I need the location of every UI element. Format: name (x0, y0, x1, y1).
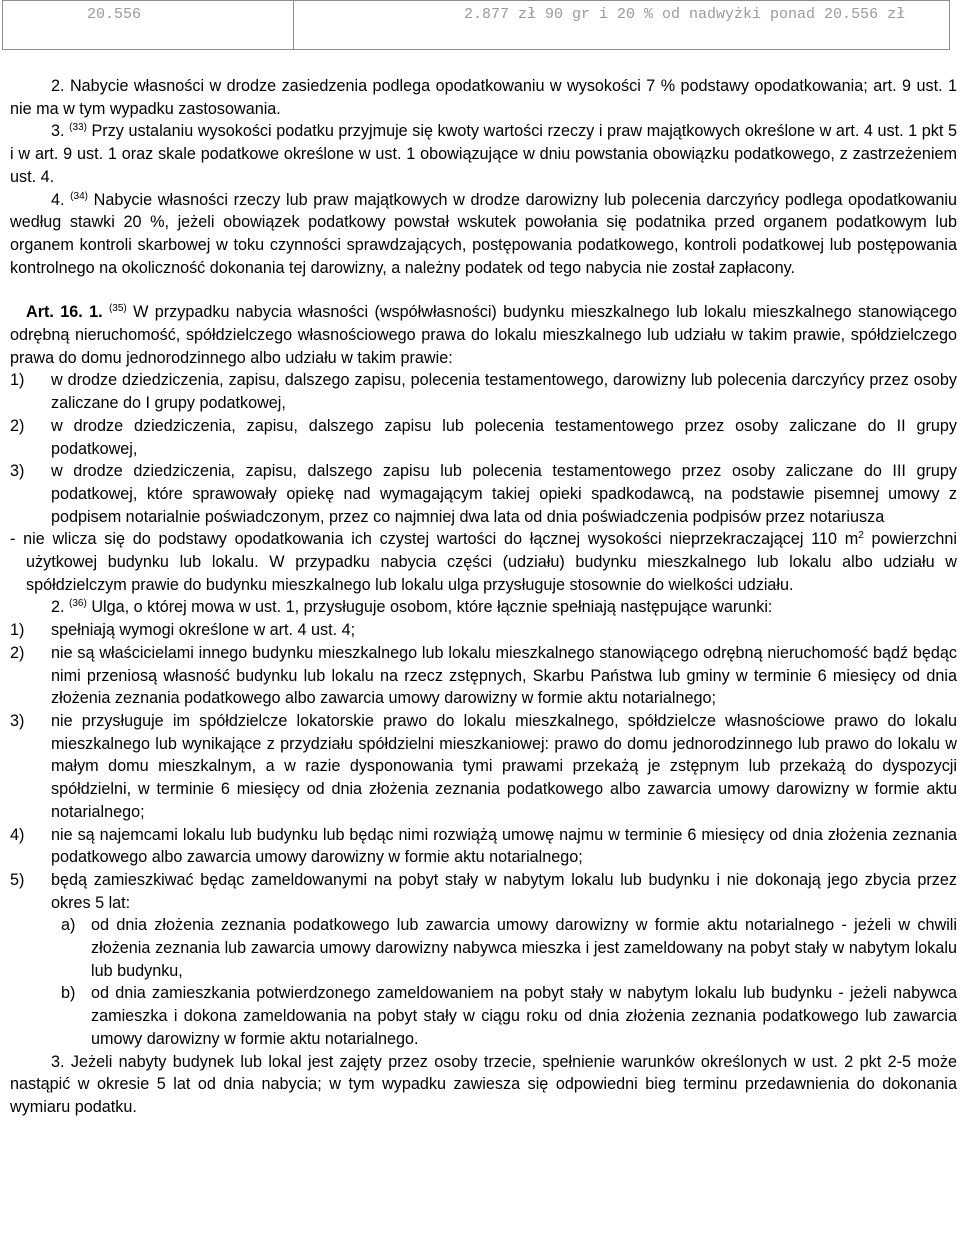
footnote-ref: (34) (70, 190, 88, 202)
paragraph-number: 2. (51, 77, 65, 95)
list-item (10, 710, 957, 824)
list-item-number: 1) (10, 621, 25, 640)
paragraph-text: Jeżeli nabyty budynek lub lokal jest zajęty przez osoby trzecie, spełnienie warunków określonych w ust. 2 pkt 2-5 może nastąpić w okresie 5 lat od dnia nabycia; w tym wypadku zawiesza się odpowiedni bieg terminu przedawnienia do dokonania wymiaru podatku. (10, 1052, 957, 1116)
sub-list-item (10, 982, 957, 1050)
paragraph-number: 3. (51, 122, 65, 141)
list-item-number: 2) (10, 643, 25, 662)
list-item-text: nie są właścicielami innego budynku mieszkalnego lub lokalu mieszkalnego stanowiącego odrębną nieruchomość bądź będąc nimi przeniosą własność budynku lub lokalu na rzecz zstępnych, Skarbu Państwa lub gminy w terminie 6 miesięcy od dnia złożenia zeznania podatkowego albo zawarcia umowy darowizny w formie aktu notarialnego; (51, 643, 957, 708)
list-item-number: 3) (10, 462, 25, 481)
paragraph-text: Nabycie własności rzeczy lub praw majątkowych w drodze darowizny lub polecenia darczyńcy podlega opodatkowaniu według stawki 20 %, jeżeli obowiązek podatkowy powstał wskutek powołania się podatnika przed organem podatkowym lub organem kontroli skarbowej w toku czynności sprawdzających, postępowania podatkowego, kontroli podatkowej lub postępowania kontrolnego na okoliczność dokonania tej darowizny, a należny podatek od tego nabycia nie został zapłacony. (10, 190, 958, 277)
paragraph-ust-2-conditions (10, 596, 957, 619)
list-item-text: będą zamieszkiwać będąc zameldowanymi na pobyt stały w nabytym lokalu lub budynku i nie dokonają jego zbycia przez okres 5 lat: (51, 870, 957, 912)
footnote-ref: (36) (69, 598, 87, 610)
list-item-text: nie są najemcami lokalu lub budynku lub będąc nimi rozwiążą umowę najmu w terminie 6 miesięcy od dnia złożenia zeznania podatkowego albo zawarcia umowy darowizny w formie aktu notarialnego; (51, 825, 957, 867)
list-item (10, 460, 957, 528)
sub-list-item-letter: b) (61, 984, 76, 1003)
list-item-number: 4) (10, 825, 25, 844)
paragraph-ust-4 (10, 189, 957, 280)
table-cell-tax: 2.877 zł 90 gr i 20 % od nadwyżki ponad 20.556 zł (294, 1, 950, 50)
sub-list-item-text: od dnia zamieszkania potwierdzonego zameldowaniem na pobyt stały w nabytym lokalu lub budynku - jeżeli nabywca zamieszka i dokona zameldowania na pobyt stały w ciągu roku od dnia złożenia zeznania podatkowego lub zawarcia umowy darowizny w formie aktu notarialnego. (91, 984, 957, 1048)
paragraph-text: Przy ustalaniu wysokości podatku przyjmuje się kwoty wartości rzeczy i praw majątkowych określone w art. 4 ust. 1 pkt 5 i w art. 9 ust. 1 oraz skale podatkowe określone w ust. 1 obowiązujące w dniu powstania obowiązku podatkowego, z zastrzeżeniem ust. 4. (10, 122, 957, 186)
paragraph-text: Ulga, o której mowa w ust. 1, przysługuje osobom, które łącznie spełniają następujące warunki: (91, 598, 773, 617)
list-item-text: w drodze dziedziczenia, zapisu, dalszego zapisu, polecenia testamentowego, darowizny lub polecenia darczyńcy przez osoby zaliczane do I grupy podatkowej, (51, 371, 957, 413)
list-item (10, 415, 957, 460)
sub-list-item-letter: a) (61, 916, 76, 935)
article-16-intro (10, 301, 957, 369)
footnote-ref: (33) (69, 122, 87, 134)
footnote-ref: (35) (108, 303, 127, 315)
list-item (10, 824, 957, 869)
paragraph-ust-3-occupied (10, 1051, 957, 1119)
document-body (10, 75, 957, 1119)
list-item-number: 1) (10, 371, 25, 390)
article-label: Art. 16. 1. (26, 303, 103, 322)
sub-list-item-text: od dnia złożenia zeznania podatkowego lub zawarcia umowy darowizny w formie aktu notarialnego - jeżeli w chwili złożenia zeznania lub zawarcia umowy darowizny nabywca mieszka i jest zameldowany na pobyt stały w nabytym lokalu lub budynku, (91, 916, 957, 980)
paragraph-number: 2. (51, 598, 65, 617)
list-item-text: spełniają wymogi określone w art. 4 ust. 4; (51, 621, 356, 640)
tax-scale-table-fragment (0, 0, 960, 50)
list-item (10, 619, 957, 642)
list-item (10, 869, 957, 914)
closing-text-cont: powierzchni użytkowej budynku lub lokalu. W przypadku nabycia części (udziału) budynku mieszkalnego lub lokalu albo udziału w spółdzielczym prawie do budynku mieszkalnego lub lokalu ulga przysługuje stosownie do wielkości udziału. (26, 530, 957, 594)
paragraph-number: 3. (51, 1052, 65, 1071)
list-item-number: 5) (10, 870, 25, 889)
paragraph-ust-2 (10, 75, 957, 120)
closing-text: - nie wlicza się do podstawy opodatkowania ich czystej wartości do łącznej wysokości nieprzekraczającej 110 m (10, 530, 859, 549)
paragraph-ust-3 (10, 120, 957, 188)
sub-list-item (10, 914, 957, 982)
article-text: W przypadku nabycia własności (współwłasności) budynku mieszkalnego lub lokalu mieszkalnego stanowiącego odrębną nieruchomość, spółdzielczego własnościowego prawa do lokalu mieszkalnego lub udziału w takim prawie, spółdzielczego prawa do domu jednorodzinnego albo udziału w takim prawie: (10, 303, 957, 367)
list-item-number: 2) (10, 416, 25, 435)
table-cell-amount: 20.556 (3, 1, 294, 50)
table-row (3, 1, 950, 50)
list-item-text: w drodze dziedziczenia, zapisu, dalszego zapisu lub polecenia testamentowego przez osoby zaliczane do III grupy podatkowej, które sprawowały opiekę nad wymagającym takiej opieki spadkodawcą, na podstawie pisemnej umowy z podpisem notarialnie poświadczonym, przez co najmniej dwa lata od dnia poświadczenia podpisów przez notariusza (51, 462, 957, 526)
list-item (10, 369, 957, 414)
paragraph-text: Nabycie własności w drodze zasiedzenia podlega opodatkowaniu w wysokości 7 % podstawy opodatkowania; art. 9 ust. 1 nie ma w tym wypadku zastosowania. (10, 77, 958, 118)
list-item (10, 642, 957, 710)
article-16-closing (10, 528, 957, 596)
list-item-text: nie przysługuje im spółdzielcze lokatorskie prawo do lokalu mieszkalnego, spółdzielcze własnościowe prawo do lokalu mieszkalnego lub wynikające z przydziału spółdzielni mieszkaniowej: prawo do domu jednorodzinnego lub prawo do lokalu w małym domu mieszkalnym, a w razie dysponowania tymi prawami przekażą je zstępnym lub przekażą do dyspozycji spółdzielni, w terminie 6 miesięcy od dnia złożenia zeznania podatkowego albo zawarcia umowy darowizny w formie aktu notarialnego; (51, 711, 957, 821)
list-item-number: 3) (10, 711, 25, 730)
list-item-text: w drodze dziedziczenia, zapisu, dalszego zapisu lub polecenia testamentowego przez osoby zaliczane do II grupy podatkowej, (51, 416, 957, 458)
paragraph-number: 4. (51, 190, 65, 209)
superscript-square: 2 (858, 530, 864, 542)
